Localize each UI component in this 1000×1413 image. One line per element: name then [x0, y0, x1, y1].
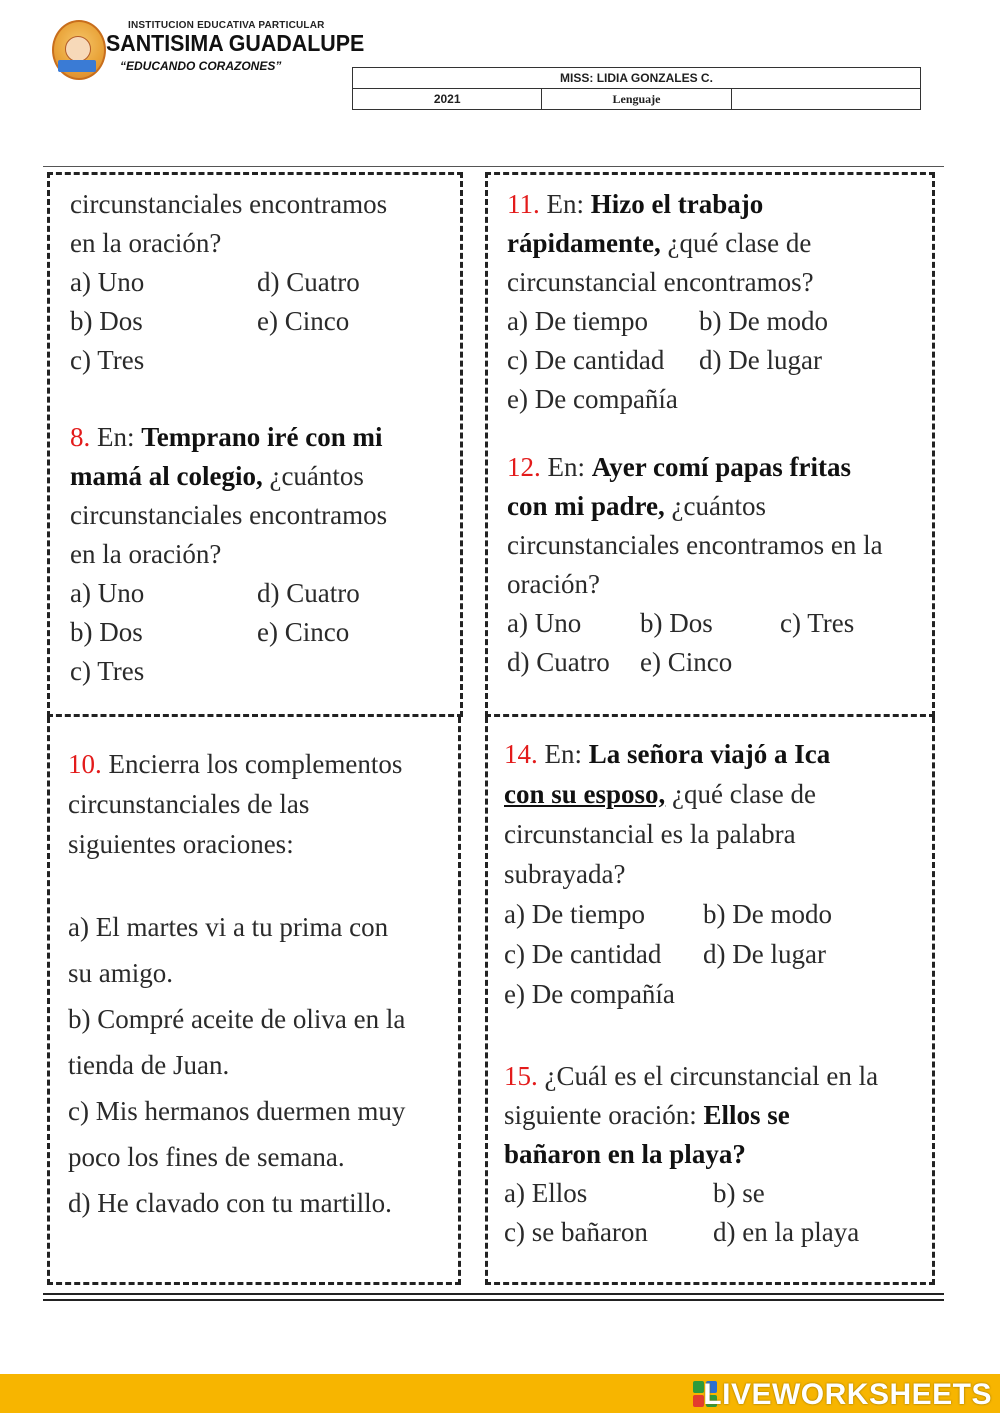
question-sentence: Ayer comí papas fritas: [591, 452, 851, 482]
option-e: e) De compañía: [504, 979, 675, 1009]
option-c: c) Tres: [70, 345, 145, 375]
text-line: circunstanciales encontramos: [70, 500, 388, 530]
sentence-item: poco los fines de semana.: [68, 1142, 345, 1172]
question-sentence: rápidamente,: [507, 228, 661, 258]
option-e: e) Cinco: [640, 647, 733, 677]
question-prefix: En:: [537, 739, 589, 769]
sentence-item: c) Mis hermanos duermen muy: [68, 1096, 406, 1126]
option-d: d) Cuatro: [257, 267, 360, 297]
year-cell: 2021: [353, 89, 542, 110]
option-e: e) Cinco: [257, 617, 350, 647]
sentence-item: b) Compré aceite de oliva en la: [68, 1004, 406, 1034]
question-tail: ¿cuántos: [262, 461, 364, 491]
option-a: a) Uno: [70, 267, 145, 297]
teacher-cell: MISS: LIDIA GONZALES C.: [353, 68, 921, 89]
question-prefix: En:: [540, 452, 592, 482]
question-sentence: Temprano iré con mi: [141, 422, 383, 452]
sentence-item: a) El martes vi a tu prima con: [68, 912, 389, 942]
option-b: b) Dos: [640, 608, 713, 638]
sentence-item: tienda de Juan.: [68, 1050, 230, 1080]
option-c: c) De cantidad: [507, 345, 665, 375]
question-11: [507, 185, 927, 419]
left-top-block: [70, 185, 455, 380]
text-line: circunstanciales de las: [68, 789, 310, 819]
question-number: 14.: [504, 739, 538, 769]
question-sentence: La señora viajó a Ica: [588, 739, 831, 769]
question-number: 8.: [70, 422, 91, 452]
school-name: SANTISIMA GUADALUPE: [106, 30, 365, 56]
subject-cell: Lenguaje: [542, 89, 731, 110]
option-a: a) Uno: [507, 608, 582, 638]
question-sentence: Ellos se: [703, 1100, 790, 1130]
text-line: circunstancial encontramos?: [507, 267, 814, 297]
blank-cell: [731, 89, 920, 110]
option-b: b) De modo: [699, 306, 828, 336]
question-10: [68, 744, 453, 1226]
option-c: c) Tres: [780, 608, 855, 638]
question-12: [507, 448, 927, 682]
text-line: circunstanciales encontramos en la: [507, 530, 883, 560]
option-e: e) De compañía: [507, 384, 678, 414]
sentence-item: su amigo.: [68, 958, 173, 988]
text-line: circunstancial es la palabra: [504, 819, 796, 849]
school-type-label: INSTITUCION EDUCATIVA PARTICULAR: [128, 20, 325, 31]
question-sentence: mamá al colegio,: [70, 461, 263, 491]
option-a: a) De tiempo: [507, 306, 648, 336]
logo-book-icon: [58, 60, 96, 72]
text-line: siguiente oración:: [504, 1100, 704, 1130]
option-e: e) Cinco: [257, 306, 350, 336]
text-line: siguientes oraciones:: [68, 829, 294, 859]
question-prefix: ¿Cuál es el circunstancial en la: [537, 1061, 879, 1091]
option-d: d) Cuatro: [257, 578, 360, 608]
question-15: [504, 1057, 929, 1252]
school-motto: “EDUCANDO CORAZONES”: [120, 59, 282, 73]
option-b: b) se: [713, 1178, 765, 1208]
text-line: subrayada?: [504, 859, 626, 889]
question-prefix: En:: [90, 422, 142, 452]
option-a: a) De tiempo: [504, 899, 645, 929]
text-line: Encierra los complementos: [101, 749, 403, 779]
bottom-rule-1: [43, 1293, 944, 1295]
question-prefix: En:: [539, 189, 591, 219]
question-number: 15.: [504, 1061, 538, 1091]
text-line: circunstanciales encontramos: [70, 189, 388, 219]
logo-face-icon: [65, 36, 91, 62]
question-tail: ¿qué clase de: [665, 779, 816, 809]
option-b: b) Dos: [70, 306, 143, 336]
text-line: en la oración?: [70, 539, 222, 569]
text-line: oración?: [507, 569, 600, 599]
option-d: d) Cuatro: [507, 647, 610, 677]
option-b: b) Dos: [70, 617, 143, 647]
question-sentence: con mi padre,: [507, 491, 665, 521]
question-sentence: bañaron en la playa?: [504, 1139, 746, 1169]
liveworksheets-brand[interactable]: LIVEWORKSHEETS: [703, 1378, 992, 1411]
question-tail: ¿qué clase de: [660, 228, 812, 258]
option-d: d) De lugar: [699, 345, 822, 375]
question-8: [70, 418, 455, 691]
question-tail: ¿cuántos: [664, 491, 766, 521]
text-line: en la oración?: [70, 228, 222, 258]
question-number: 11.: [507, 189, 540, 219]
info-table: [352, 67, 921, 110]
option-c: c) Tres: [70, 656, 145, 686]
top-rule: [43, 166, 944, 167]
question-number: 10.: [68, 749, 102, 779]
question-14: [504, 734, 929, 1014]
option-b: b) De modo: [703, 899, 832, 929]
option-c: c) se bañaron: [504, 1217, 648, 1247]
option-d: d) en la playa: [713, 1217, 860, 1247]
option-d: d) De lugar: [703, 939, 826, 969]
question-sentence: Hizo el trabajo: [590, 189, 764, 219]
option-c: c) De cantidad: [504, 939, 662, 969]
underlined-phrase: con su esposo,: [504, 779, 666, 809]
option-a: a) Ellos: [504, 1178, 588, 1208]
bottom-rule-2: [43, 1299, 944, 1301]
question-number: 12.: [507, 452, 541, 482]
option-a: a) Uno: [70, 578, 145, 608]
sentence-item: d) He clavado con tu martillo.: [68, 1188, 392, 1218]
